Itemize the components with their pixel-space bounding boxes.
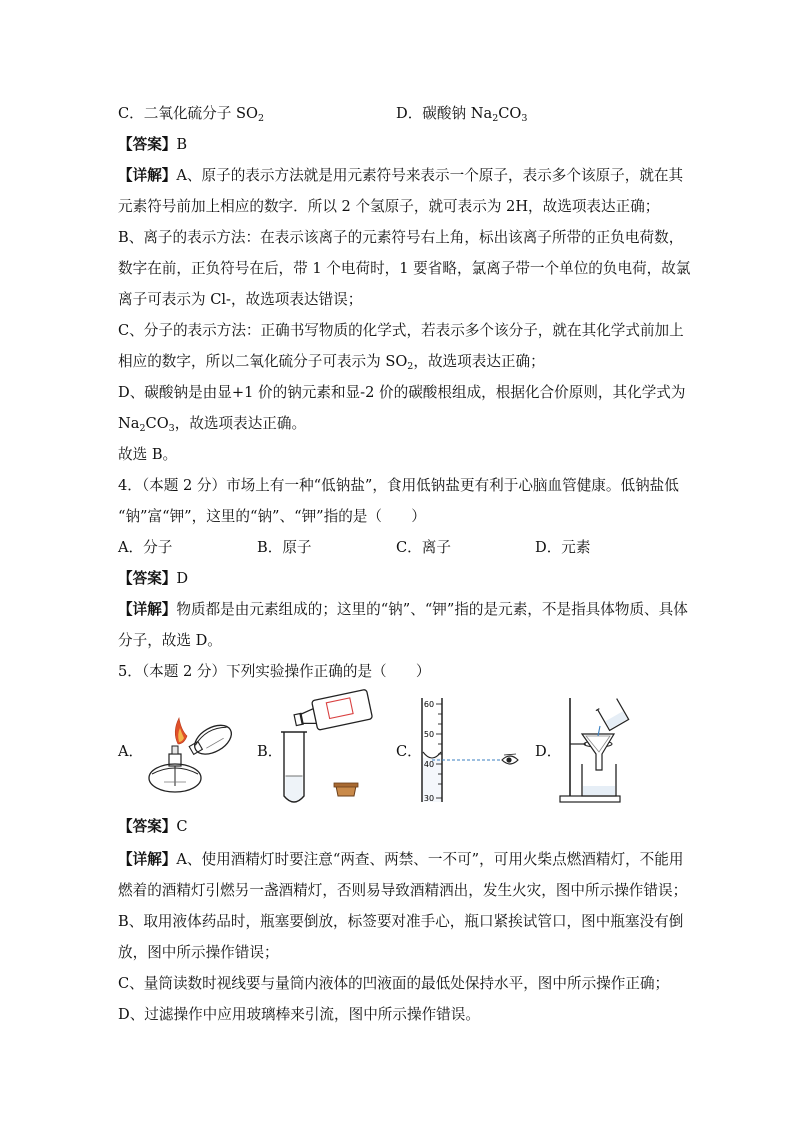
alcohol-lamp-figure [142, 700, 242, 800]
q4-detail-line: 分子，故选 D。 [118, 632, 222, 649]
q5-detail-line: D、过滤操作中应用玻璃棒来引流，图中所示操作错误。 [118, 1006, 480, 1023]
figure-b-label: B． [257, 743, 283, 760]
figure-c-label: C． [396, 743, 422, 760]
figure-a-label: A． [118, 743, 144, 760]
cylinder-tick-40: 40 [423, 760, 435, 769]
q3-option-d: D．碳酸钠 $Na_2CO_3$ [396, 105, 528, 124]
q3-conclusion: 故选 B。 [118, 446, 178, 463]
q5-detail-line: 放，图中所示操作错误； [118, 944, 279, 961]
q5-detail-line: 【详解】A、使用酒精灯时要注意“两查、两禁、一不可”，可用火柴点燃酒精灯，不能用 [118, 851, 684, 868]
q3-detail-line: 【详解】A、原子的表示方法就是用元素符号来表示一个原子，表示多个该原子，就在其 [118, 167, 684, 184]
q3-detail-line: 数字在前，正负符号在后，带 1 个电荷时，1 要省略，氯离子带一个单位的负电荷，故氯 [118, 260, 691, 277]
q4-stem: 4．（本题 2 分）市场上有一种“低钠盐”，食用低钠盐更有利于心脑血管健康。低钠盐低 [118, 477, 679, 494]
q4-option-d: D．元素 [535, 539, 591, 556]
q3-detail-line: 元素符号前加上相应的数字．所以 2 个氢原子，就可表示为 2H，故选项表达正确； [118, 198, 660, 215]
q4-option-b: B．原子 [257, 539, 312, 556]
q3-detail-line: $Na_2CO_3$，故选项表达正确。 [118, 415, 307, 434]
q3-detail-line: 离子可表示为 Cl-，故选项表达错误； [118, 291, 363, 308]
q4-stem: “钠”富“钾”，这里的“钠”、“钾”指的是（ ） [118, 508, 426, 525]
q5-detail-line: C、量筒读数时视线要与量筒内液体的凹液面的最低处保持水平，图中所示操作正确； [118, 975, 670, 992]
q3-detail-line: 相应的数字，所以二氧化硫分子可表示为 $SO_2$，故选项表达正确； [118, 353, 545, 372]
q4-option-c: C．离子 [396, 539, 451, 556]
q5-answer: 【答案】C [118, 818, 188, 835]
graduated-cylinder-figure [414, 694, 534, 806]
q5-stem: 5．（本题 2 分）下列实验操作正确的是（ ） [118, 663, 431, 680]
q4-detail-line: 【详解】物质都是由元素组成的；这里的“钠”、“钾”指的是元素，不是指具体物质、具体 [118, 601, 688, 618]
q4-answer: 【答案】D [118, 570, 189, 587]
q3-option-c: C．二氧化硫分子 $SO_2$ [118, 105, 264, 124]
cylinder-tick-30: 30 [423, 794, 435, 803]
q3-detail-line: D、碳酸钠是由显+1 价的钠元素和显-2 价的碳酸根组成，根据化合价原则，其化学式为 [118, 384, 686, 401]
q5-detail-line: 燃着的酒精灯引燃另一盏酒精灯，否则易导致酒精洒出，发生火灾，图中所示操作错误； [118, 882, 688, 899]
filtration-figure [556, 692, 646, 806]
q5-detail-line: B、取用液体药品时，瓶塞要倒放，标签要对准手心，瓶口紧挨试管口，图中瓶塞没有倒 [118, 913, 684, 930]
q3-answer: 【答案】B [118, 136, 188, 153]
pouring-liquid-figure [276, 688, 376, 808]
cylinder-tick-50: 50 [423, 730, 435, 739]
q3-detail-line: C、分子的表示方法：正确书写物质的化学式，若表示多个该分子，就在其化学式前加上 [118, 322, 684, 339]
cylinder-tick-60: 60 [423, 700, 435, 709]
figure-d-label: D． [535, 743, 562, 760]
q4-option-a: A．分子 [118, 539, 173, 556]
q3-detail-line: B、离子的表示方法：在表示该离子的元素符号右上角，标出该离子所带的正负电荷数， [118, 229, 684, 246]
